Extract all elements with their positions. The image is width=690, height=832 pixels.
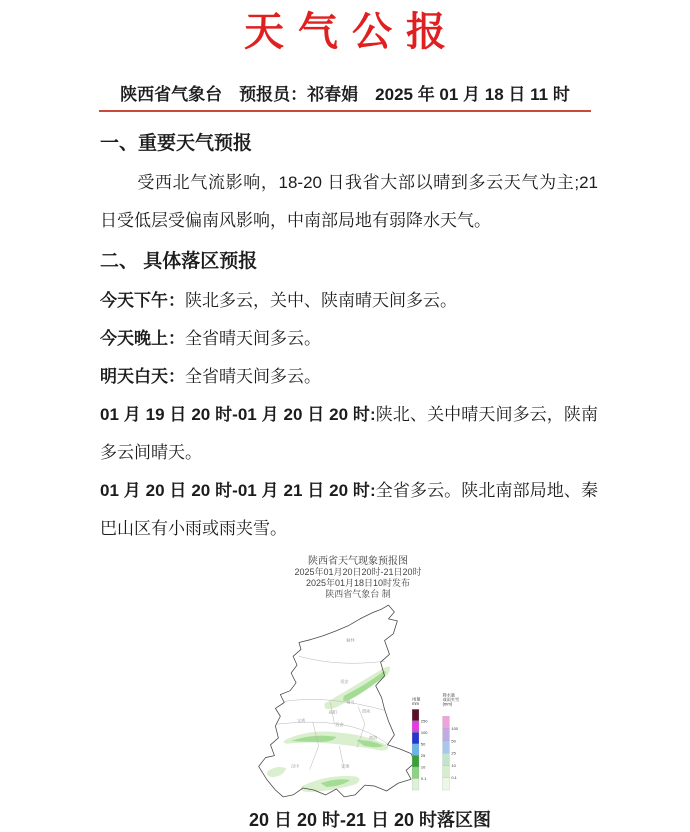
bulletin-meta-text: 陕西省气象台 预报员：祁春娟 2025 年 01 月 18 日 11 时 <box>120 85 570 104</box>
legend-tick-label: 10 <box>420 764 426 770</box>
legend-color-segment <box>412 732 419 744</box>
city-label: 延安 <box>340 678 349 684</box>
legend-color-segment <box>443 729 450 741</box>
city-label: 渭南 <box>361 708 371 714</box>
forecast-line: 01 月 19 日 20 时-01 月 20 日 20 时:陕北、关中晴天间多云，陕南多云间晴天。 <box>100 405 598 462</box>
legend-tick-label: 100 <box>451 726 458 732</box>
legend-color-segment <box>443 778 450 790</box>
forecast-lines <box>100 282 598 548</box>
legend-title: (mm) <box>442 701 453 707</box>
forecast-line: 01 月 20 日 20 时-01 月 21 日 20 时:全省多云。陕北南部局地、秦巴山区有小雨或雨夹雪。 <box>100 481 598 538</box>
forecast-line: 今天晚上：全省晴天间多云。 <box>100 329 321 348</box>
legend-color-segment <box>412 744 419 756</box>
legend-color-segment <box>412 709 419 721</box>
legend-title: mm <box>412 701 419 707</box>
legend-tick-label: 25 <box>451 750 456 756</box>
legend-tick-label: 50 <box>451 738 456 744</box>
legend-color-segment <box>443 753 450 765</box>
legend-tick-label: 25 <box>420 752 426 758</box>
legend-color-segment <box>412 778 419 790</box>
legend-tick-label: 0.1 <box>420 775 427 781</box>
bulletin-meta <box>99 80 591 112</box>
map-title-line: 陕西省气象台 制 <box>325 589 391 599</box>
map-caption: 20 日 20 时-21 日 20 时落区图 <box>248 810 492 830</box>
legend-color-segment <box>412 755 419 767</box>
legend-tick-label: 50 <box>420 741 426 747</box>
map-title-line: 2025年01月18日10时发布 <box>305 578 411 588</box>
forecast-line: 明天白天：全省晴天间多云。 <box>100 367 321 386</box>
legend-color-segment <box>443 741 450 753</box>
city-label: 宝鸡 <box>297 718 306 724</box>
rain-area-core-layer <box>291 671 386 787</box>
legend-color-segment <box>412 721 419 733</box>
legend-tick-label: 10 <box>451 762 456 768</box>
legend-title: 降水量 <box>442 692 455 698</box>
legend-title: 雨量 <box>412 696 421 702</box>
legend-color-segment <box>443 765 450 777</box>
map-title-block <box>240 556 476 600</box>
weather-bulletin-document <box>0 6 690 830</box>
legend-tick-label: 100 <box>420 729 428 735</box>
city-label: 铜川 <box>346 699 355 705</box>
legend-color-segment <box>443 716 450 728</box>
legend-tick-label: 250 <box>420 718 428 724</box>
forecast-line: 今天下午：陕北多云，关中、陕南晴天间多云。 <box>100 291 457 310</box>
city-label: 安康 <box>341 763 350 769</box>
forecast-map-svg <box>240 602 476 802</box>
legend-title: 或雨夹雪 <box>442 697 460 703</box>
map-title-line: 2025年01月20日20时-21日20时 <box>294 567 422 577</box>
legend-0 <box>412 696 428 790</box>
city-label: 咸阳 <box>328 709 337 715</box>
important-forecast-paragraph: 受西北气流影响，18-20 日我省大部以晴到多云天气为主;21 日受低层受偏南风影响，中南部局地有弱降水天气。 <box>100 173 598 230</box>
legend-tick-label: 0.1 <box>451 775 457 781</box>
legend-1 <box>443 692 460 790</box>
page-title: 天气公报 <box>244 10 460 54</box>
city-label: 商洛 <box>368 734 378 740</box>
city-label: 西安 <box>335 722 344 728</box>
city-label: 榆林 <box>346 637 355 643</box>
map-title-line: 陕西省天气现象预报图 <box>308 556 408 567</box>
forecast-map-figure <box>240 556 476 802</box>
section-heading-important-forecast: 一、重要天气预报 <box>100 133 253 154</box>
city-label: 汉中 <box>291 763 300 769</box>
legend-color-segment <box>412 767 419 779</box>
section-heading-area-forecast: 二、 具体落区预报 <box>100 251 258 272</box>
